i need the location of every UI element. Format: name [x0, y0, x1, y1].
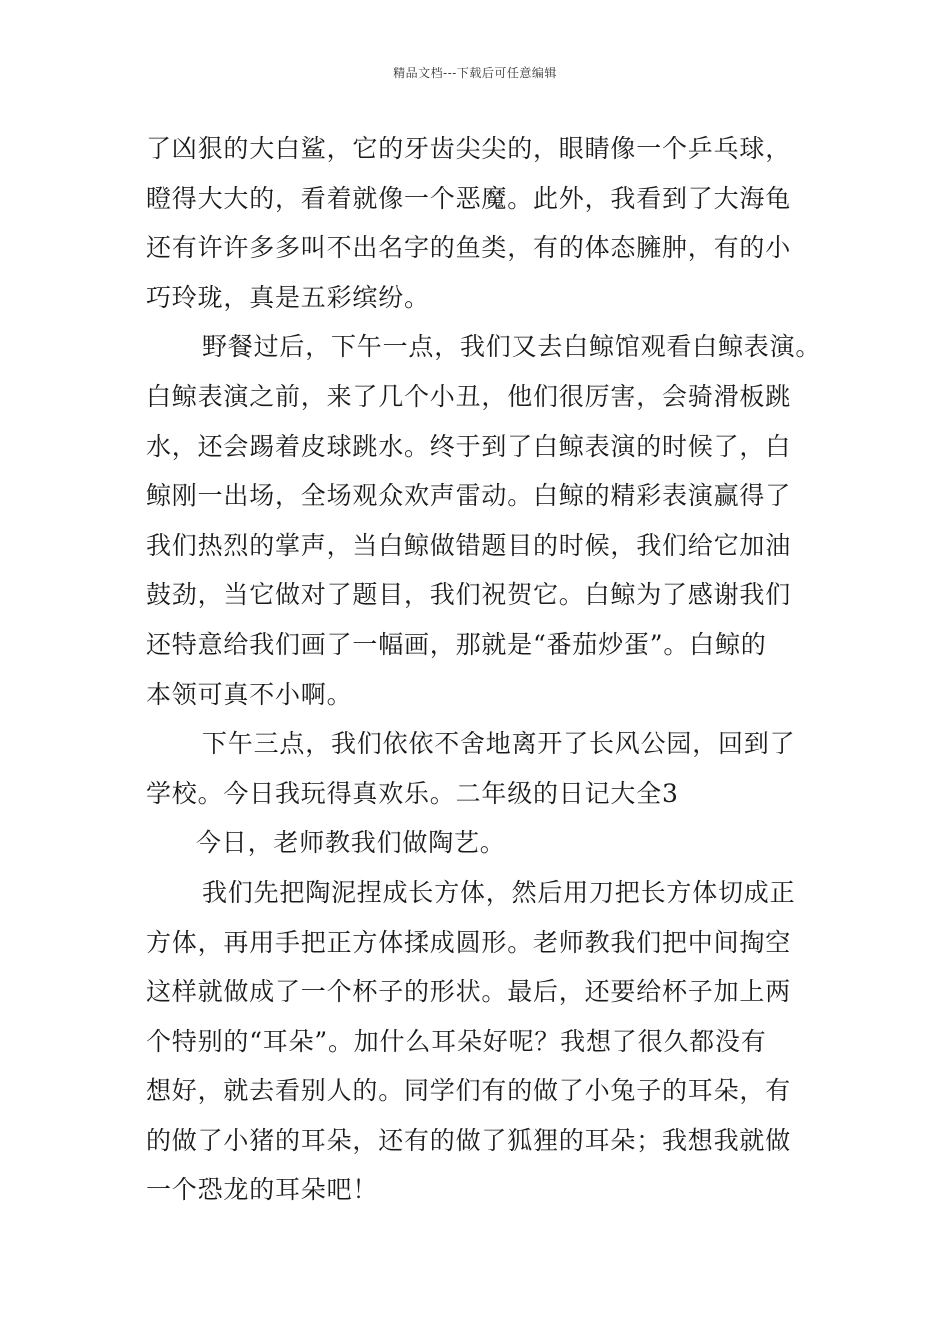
- text-line: 鼓劲，当它做对了题目，我们祝贺它。白鲸为了感谢我们: [146, 580, 792, 610]
- text-line: 想好，就去看别人的。同学们有的做了小兔子的耳朵，有: [146, 1076, 792, 1106]
- text-line: 学校。今日我玩得真欢乐。二年级的日记大全3: [146, 778, 679, 808]
- text-line: 鲸刚一出场，全场观众欢声雷动。白鲸的精彩表演赢得了: [146, 481, 792, 511]
- text-line: 本领可真不小啊。: [146, 679, 353, 709]
- text-line: 个特别的“耳朵”。加什么耳朵好呢？我想了很久都没有: [146, 1026, 767, 1056]
- text-line: 下午三点，我们依依不舍地离开了长风公园，回到了: [202, 729, 796, 759]
- text-line: 一个恐龙的耳朵吧！: [146, 1175, 379, 1205]
- text-line: 的做了小猪的耳朵，还有的做了狐狸的耳朵；我想我就做: [146, 1125, 792, 1155]
- text-line: 还有许许多多叫不出名字的鱼类，有的体态臃肿，有的小: [146, 233, 792, 263]
- text-line: 这样就做成了一个杯子的形状。最后，还要给杯子加上两: [146, 977, 792, 1007]
- text-line: 方体，再用手把正方体揉成圆形。老师教我们把中间掏空: [146, 927, 792, 957]
- text-line: 了凶狠的大白鲨，它的牙齿尖尖的，眼睛像一个乒乓球，: [146, 134, 792, 163]
- document-body: [146, 124, 822, 1215]
- text-line: 我们热烈的掌声，当白鲸做错题目的时候，我们给它加油: [146, 530, 792, 560]
- text-line: 野餐过后，下午一点，我们又去白鲸馆观看白鲸表演。: [202, 332, 822, 362]
- text-line: 白鲸表演之前，来了几个小丑，他们很厉害，会骑滑板跳: [146, 381, 792, 411]
- text-line: 巧玲珑，真是五彩缤纷。: [146, 282, 430, 312]
- text-line: 我们先把陶泥捏成长方体，然后用刀把长方体切成正: [202, 877, 796, 907]
- text-line: 今日，老师教我们做陶艺。: [196, 828, 506, 858]
- text-line: 瞪得大大的，看着就像一个恶魔。此外，我看到了大海龟: [146, 183, 792, 213]
- text-line: 还特意给我们画了一幅画，那就是“番茄炒蛋”。白鲸的: [146, 629, 767, 659]
- page-header: 精品文档---下载后可任意编辑: [393, 66, 557, 80]
- text-line: 水，还会踢着皮球跳水。终于到了白鲸表演的时候了，白: [146, 431, 792, 461]
